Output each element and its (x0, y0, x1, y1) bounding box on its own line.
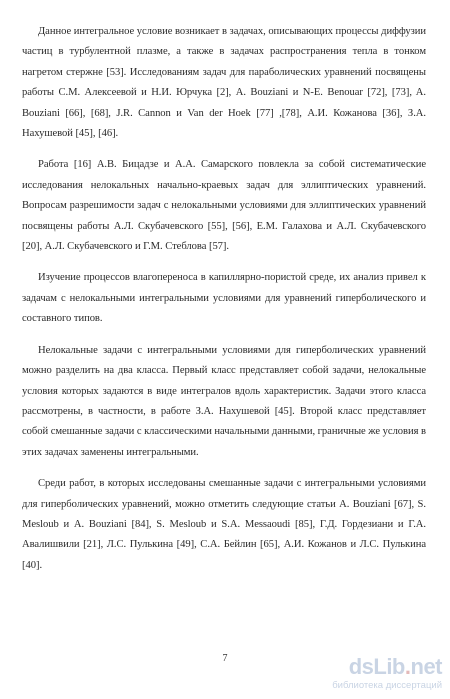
paragraph-5: Среди работ, в которых исследованы смешанные задачи с интегральными условиями для гиперболических уравнений, можно отметить следующие статьи A. Bouziani [67], S. Mesloub и A. Bouziani [84], S. Mesloub и S.A. Messaoudi [85], Г.Д. Гордезиани и Г.А. Авалишвили [21], Л.С. Пулькина [49], С.А. Бейлин [65], А.И. Кожанов и Л.С. Пулькина [40]. (22, 478, 426, 571)
body-text (22, 22, 426, 587)
page-number: 7 (222, 653, 228, 664)
paragraph-1: Данное интегральное условие возникает в задачах, описывающих процессы диффузии частиц в турбулентной плазме, а также в задачах распространения тепла в тонком нагретом стержне [53]. Исследованиям задач для параболических уравнений посвящены работы С.М. Алексеевой и Н.И. Юрчука [2], A. Bouziani и N-E. Benouar [72], [73], A. Bouziani [66], [68], J.R. Cannon и Van der Hoek [77] ,[78], А.И. Кожанова [36], З.А. Нахушевой [45], [46]. (22, 26, 426, 140)
watermark-logo (349, 654, 442, 680)
dslib-watermark (330, 654, 442, 694)
paragraph-3: Изучение процессов влагопереноса в капиллярно-пористой среде, их анализ привел к задачам с нелокальными интегральными условиями для уравнений гиперболического и составного типов. (22, 272, 426, 325)
watermark-logo-dot: . (404, 654, 411, 679)
watermark-subtitle: библиотека диссертаций (332, 680, 442, 691)
watermark-logo-right: net (410, 654, 442, 679)
watermark-logo-left: dsLib (348, 654, 405, 679)
paragraph-4: Нелокальные задачи с интегральными условиями для гиперболических уравнений можно разделить на два класса. Первый класс представляет собой задачи, нелокальные условия которых задаются в виде интегралов вдоль характеристик. Задачи этого класса рассмотрены, в частности, в работе З.А. Нахушевой [45]. Второй класс представляет собой смешанные задачи с классическими начальными данными, граничные же условия в этих задачах заменены интегральными. (22, 344, 426, 458)
paragraph-2: Работа [16] А.В. Бицадзе и А.А. Самарского повлекла за собой систематические исследования нелокальных начально-краевых задач для эллиптических уравнений. Вопросам разрешимости задач с нелокальными условиями для эллиптических уравнений посвящены работы А.Л. Скубачевского [55], [56], Е.М. Галахова и А.Л. Скубачевского [20], А.Л. Скубачевского и Г.М. Стеблова [57]. (22, 159, 426, 253)
